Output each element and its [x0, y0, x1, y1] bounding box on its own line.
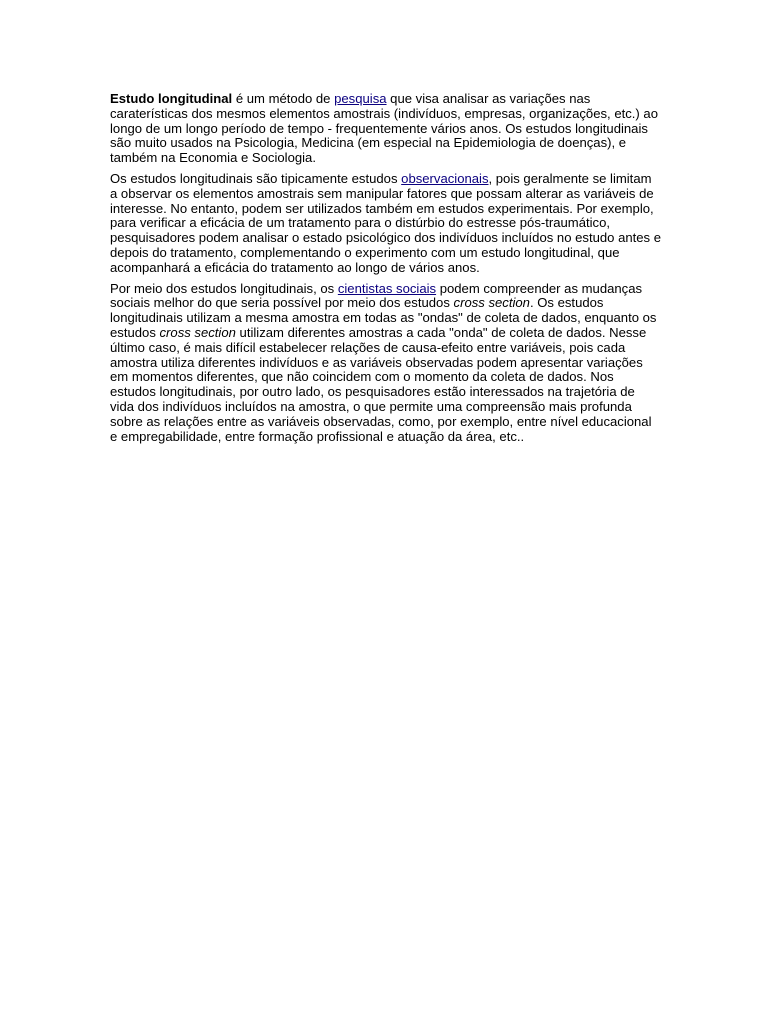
paragraph-text: . Os estudos longitudinais utilizam a mesma amostra em todas as "ondas" de coleta de dados, enquanto os estudos	[110, 295, 657, 340]
link-pesquisa[interactable]: pesquisa	[334, 91, 387, 106]
emphasis-cross-section: cross section	[453, 295, 530, 311]
article-term: Estudo longitudinal	[110, 91, 233, 106]
emphasis-cross-section: cross section	[159, 324, 236, 340]
paragraph-text: Os estudos longitudinais são tipicamente estudos	[110, 170, 402, 186]
paragraph-text: Por meio dos estudos longitudinais, os	[110, 280, 338, 296]
link-observacionais[interactable]: observacionais	[401, 170, 489, 186]
paragraph-text: que visa analisar as variações nas caraterísticas dos mesmos elementos amostrais (indivíduos, empresas, organizações, etc.) ao longo de um longo período de tempo - frequentemente vários anos. Os estudos longitudinais são muito usados na Psicologia, Medicina (em especial na Epidemiologia de doenças), e também na Economia e Sociologia.	[110, 91, 658, 166]
article-body	[110, 92, 662, 450]
paragraph-text: utilizam diferentes amostras a cada "onda" de coleta de dados. Nesse último caso, é mais difícil estabelecer relações de causa-efeito entre variáveis, pois cada amostra utiliza diferentes indivíduos e as variáveis observadas podem apresentar variações em momentos diferentes, que não coincidem com o momento da coleta de dados. Nos estudos longitudinais, por outro lado, os pesquisadores estão interessados na trajetória de vida dos indivíduos incluídos na amostra, o que permite uma compreensão mais profunda sobre as relações entre as variáveis observadas, como, por exemplo, entre nível educacional e empregabilidade, entre formação profissional e atuação da área, etc..	[110, 324, 652, 444]
paragraph-text: podem compreender as mudanças sociais melhor do que seria possível por meio dos estudos	[110, 280, 643, 311]
paragraph-intro	[110, 92, 662, 166]
link-cientistas-sociais[interactable]: cientistas sociais	[337, 280, 437, 296]
paragraph-text: é um método de	[232, 91, 335, 106]
paragraph-observational	[110, 172, 662, 276]
paragraph-text: , pois geralmente se limitam a observar os elementos amostrais sem manipular fatores que possam alterar as variáveis de interesse. No entanto, podem ser utilizados também em estudos experimentais. Por exemplo, para verificar a eficácia de um tratamento para o distúrbio do estresse pós-traumático, pesquisadores podem analisar o estado psicológico dos indivíduos incluídos no estudo antes e depois do tratamento, complementando o experimento com um estudo longitudinal, que acompanhará a eficácia do tratamento ao longo de vários anos.	[110, 170, 662, 275]
paragraph-social-sciences	[110, 282, 662, 445]
